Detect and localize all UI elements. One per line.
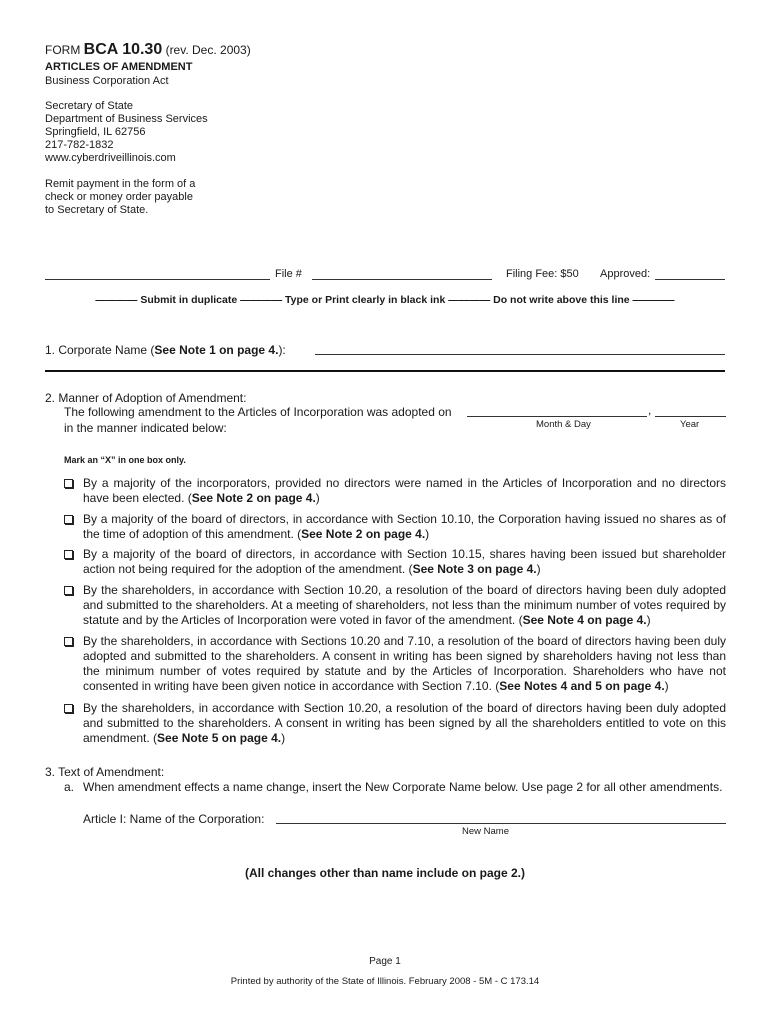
adoption-option — [64, 547, 726, 577]
item-a-label: a. — [64, 780, 75, 794]
new-corporate-name-field[interactable] — [276, 823, 726, 824]
form-prefix: FORM — [45, 43, 84, 57]
form-act: Business Corporation Act — [45, 75, 169, 87]
remit-instructions — [45, 178, 195, 217]
option-text: By a majority of the board of directors, in accordance with Section 10.15, shares having been issued but shareholder action not being required for the adoption of the amendment. ( — [83, 547, 726, 576]
address-line: www.cyberdriveillinois.com — [45, 152, 176, 164]
name-change-instruction — [64, 780, 726, 795]
month-day-caption: Month & Day — [536, 419, 591, 430]
remit-line: to Secretary of State. — [45, 204, 149, 216]
address-line: Department of Business Services — [45, 113, 208, 125]
adoption-option — [64, 512, 726, 542]
option-checkbox[interactable] — [64, 479, 73, 488]
adoption-manner-text: in the manner indicated below: — [64, 421, 227, 435]
year-caption: Year — [680, 419, 700, 430]
file-number-field[interactable] — [312, 279, 492, 280]
form-number-line — [45, 42, 251, 58]
option-note: See Notes 4 and 5 on page 4. — [499, 679, 665, 693]
adoption-option — [64, 634, 726, 694]
article-one-name-label: Article I: Name of the Corporation: — [83, 812, 265, 826]
option-note: See Note 2 on page 4. — [191, 491, 316, 505]
option-end: ) — [646, 613, 651, 627]
option-note: See Note 4 on page 4. — [522, 613, 647, 627]
remit-line: check or money order payable — [45, 191, 193, 203]
address-line: 217-782-1832 — [45, 139, 114, 151]
form-revision: (rev. Dec. 2003) — [162, 43, 251, 57]
adoption-option — [64, 701, 726, 746]
filing-fee-label: Filing Fee: $50 — [506, 268, 579, 280]
printing-authority: Printed by authority of the State of Illinois. February 2008 - 5M - C 173.14 — [230, 976, 540, 987]
option-note: See Note 2 on page 4. — [301, 527, 426, 541]
corporate-name-label — [45, 343, 286, 357]
option-text: By the shareholders, in accordance with Section 10.20, a resolution of the board of directors having been duly adopted and submitted to the shareholders. A consent in writing has been signed by all the shareholders entitled to vote on this amendment. ( — [83, 701, 726, 745]
adoption-month-day-field[interactable] — [467, 416, 647, 417]
option-end: ) — [315, 491, 320, 505]
file-number-label: File # — [275, 268, 302, 280]
section1-suffix: ): — [278, 343, 286, 357]
option-checkbox[interactable] — [64, 586, 73, 595]
adoption-date-text: The following amendment to the Articles of Incorporation was adopted on — [64, 405, 452, 419]
submission-instructions: ———— Submit in duplicate ———— Type or Print clearly in black ink ———— Do not write above this line ———— — [95, 294, 675, 306]
remit-line: Remit payment in the form of a — [45, 178, 196, 190]
option-end: ) — [536, 562, 541, 576]
option-checkbox[interactable] — [64, 637, 73, 646]
adoption-option — [64, 476, 726, 506]
option-checkbox[interactable] — [64, 704, 73, 713]
corporate-name-field[interactable] — [315, 354, 725, 355]
option-text: By a majority of the incorporators, provided no directors were named in the Articles of Incorporation and no directors have been elected. ( — [83, 476, 726, 505]
form-number: BCA 10.30 — [83, 41, 163, 58]
option-end: ) — [281, 731, 286, 745]
address-line: Secretary of State — [45, 100, 134, 112]
option-end: ) — [664, 679, 669, 693]
office-use-blank-field[interactable] — [45, 279, 270, 280]
section-divider — [45, 370, 725, 372]
option-text: By a majority of the board of directors, in accordance with Section 10.10, the Corporation having issued no shares as of the time of adoption of this amendment. ( — [83, 512, 726, 541]
text-of-amendment-heading: 3. Text of Amendment: — [45, 765, 165, 779]
address-line: Springfield, IL 62756 — [45, 126, 146, 138]
option-checkbox[interactable] — [64, 515, 73, 524]
option-checkbox[interactable] — [64, 550, 73, 559]
approved-field[interactable] — [655, 279, 725, 280]
page-number: Page 1 — [369, 956, 401, 967]
section1-text: 1. Corporate Name ( — [45, 343, 155, 357]
adoption-option — [64, 583, 726, 628]
manner-of-adoption-heading: 2. Manner of Adoption of Amendment: — [45, 391, 247, 405]
date-comma: , — [648, 403, 652, 417]
new-name-caption: New Name — [462, 826, 509, 837]
mark-one-box-note: Mark an “X” in one box only. — [64, 455, 186, 465]
agency-address — [45, 100, 208, 165]
page-two-note: (All changes other than name include on page 2.) — [244, 866, 526, 880]
option-note: See Note 3 on page 4. — [412, 562, 537, 576]
option-text: By the shareholders, in accordance with Sections 10.20 and 7.10, a resolution of the board of directors having been duly adopted and submitted to the shareholders. A consent in writing has been signed by shareholders having not less than the minimum number of votes required by statute and by the Articles of Incorporation. Shareholders who have not consented in writing have been given notice in accordance with Section 7.10. ( — [83, 634, 726, 693]
approved-label: Approved: — [600, 268, 651, 280]
option-end: ) — [425, 527, 430, 541]
item-a-text: When amendment effects a name change, insert the New Corporate Name below. Use page 2 for all other amendments. — [83, 780, 723, 794]
section1-note: See Note 1 on page 4. — [154, 343, 279, 357]
filing-row — [45, 268, 725, 284]
option-note: See Note 5 on page 4. — [157, 731, 282, 745]
adoption-year-field[interactable] — [655, 416, 726, 417]
option-text: By the shareholders, in accordance with Section 10.20, a resolution of the board of directors having been duly adopted and submitted to the shareholders. At a meeting of shareholders, not less than the minimum number of votes required by statute and by the Articles of Incorporation were voted in favor of the amendment. ( — [83, 583, 726, 627]
form-title: ARTICLES OF AMENDMENT — [45, 61, 193, 73]
